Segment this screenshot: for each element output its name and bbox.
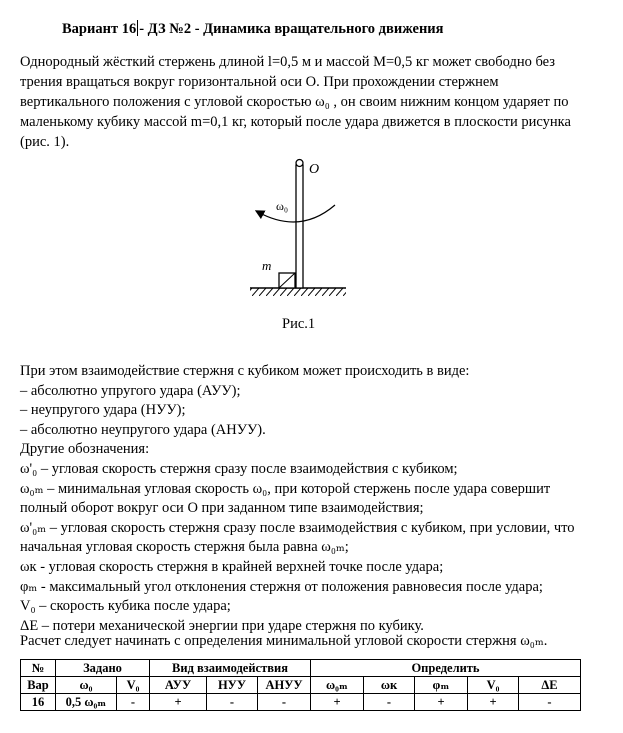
title-variant: Вариант 16 xyxy=(62,21,137,37)
desc-line: ω'₀ – угловая скорость стержня сразу после взаимодействия с кубиком; xyxy=(20,460,458,477)
instruction-text: Расчет следует начинать с определения минимальной угловой скорости стержня ω₀ₘ. xyxy=(20,633,548,649)
desc-line: – неупругого удара (НУУ); xyxy=(20,402,186,419)
desc-line: начальная угловая скорость стержня была равна ω₀ₘ; xyxy=(20,539,349,556)
table-row xyxy=(21,694,581,711)
cell: 0,5 ω₀ₘ xyxy=(56,694,117,711)
desc-line: ω'₀ₘ – угловая скорость стержня сразу после взаимодействия с кубиком, при условии, что xyxy=(20,519,575,536)
cell: + xyxy=(415,694,468,711)
desc-line: полный оборот вокруг оси O при заданном типе взаимодействия; xyxy=(20,500,424,517)
cell: - xyxy=(364,694,415,711)
desc-line: При этом взаимодействие стержня с кубиком может происходить в виде: xyxy=(20,363,470,379)
cell: - xyxy=(207,694,258,711)
cell: - xyxy=(258,694,311,711)
statement-line: трения вращаться вокруг горизонтальной оси O. При прохождении стержнем xyxy=(20,74,499,90)
header-var: Вар xyxy=(21,677,56,694)
desc-line: V₀ – скорость кубика после удара; xyxy=(20,598,231,615)
header-given: Задано xyxy=(56,660,150,677)
col-phim: φₘ xyxy=(415,677,468,694)
cell: + xyxy=(311,694,364,711)
pivot-axis xyxy=(296,160,303,167)
statement-line: Однородный жёсткий стержень длиной l=0,5 м и массой M=0,5 кг может свободно без xyxy=(20,54,555,70)
header-type: Вид взаимодействия xyxy=(150,660,311,677)
figure-caption: Рис.1 xyxy=(282,316,316,332)
cell: - xyxy=(117,694,150,711)
cell: - xyxy=(519,694,581,711)
desc-line: – абсолютно упругого удара (АУУ); xyxy=(20,382,241,399)
statement-line: (рис. 1). xyxy=(20,134,70,150)
rod xyxy=(296,165,303,288)
header-num: № xyxy=(21,660,56,677)
cell: 16 xyxy=(21,694,56,711)
col-anuu: АНУУ xyxy=(258,677,311,694)
table-header-row xyxy=(21,660,581,677)
col-v0-find: V₀ xyxy=(468,677,519,694)
col-omegak: ωк xyxy=(364,677,415,694)
col-delta-e: ΔE xyxy=(519,677,581,694)
mass-label: m xyxy=(262,258,272,273)
title-rest: - ДЗ №2 - Динамика вращательного движения xyxy=(139,21,444,37)
header-find: Определить xyxy=(311,660,581,677)
desc-line: ωк - угловая скорость стержня в крайней верхней точке после удара; xyxy=(20,558,444,575)
col-nuu: НУУ xyxy=(207,677,258,694)
results-table xyxy=(20,659,581,711)
omega-label: ω₀ xyxy=(276,199,289,213)
col-omega0: ω₀ xyxy=(56,677,117,694)
desc-line: ω₀ₘ – минимальная угловая скорость ω₀, при которой стержень после удара совершит xyxy=(20,480,551,497)
col-auu: АУУ xyxy=(150,677,207,694)
ground-hatch xyxy=(250,288,346,296)
statement-line: вертикального положения с угловой скоростью ω₀ , он своим нижним концом ударяет по xyxy=(20,94,569,110)
desc-line: ΔE – потери механической энергии при ударе стержня по кубику. xyxy=(20,617,424,634)
cell: + xyxy=(468,694,519,711)
desc-line: – абсолютно неупругого удара (АНУУ). xyxy=(20,421,266,438)
col-v0-given: V₀ xyxy=(117,677,150,694)
desc-line: Другие обозначения: xyxy=(20,441,150,458)
interaction-description xyxy=(20,362,610,636)
table-subheader-row xyxy=(21,677,581,694)
cell: + xyxy=(150,694,207,711)
statement-line: маленькому кубику массой m=0,1 кг, который после удара движется в плоскости рисунка xyxy=(20,114,571,130)
col-omega0m: ω₀ₘ xyxy=(311,677,364,694)
desc-line: φₘ - максимальный угол отклонения стержня от положения равновесия после удара; xyxy=(20,578,543,595)
axis-label: O xyxy=(309,162,320,177)
